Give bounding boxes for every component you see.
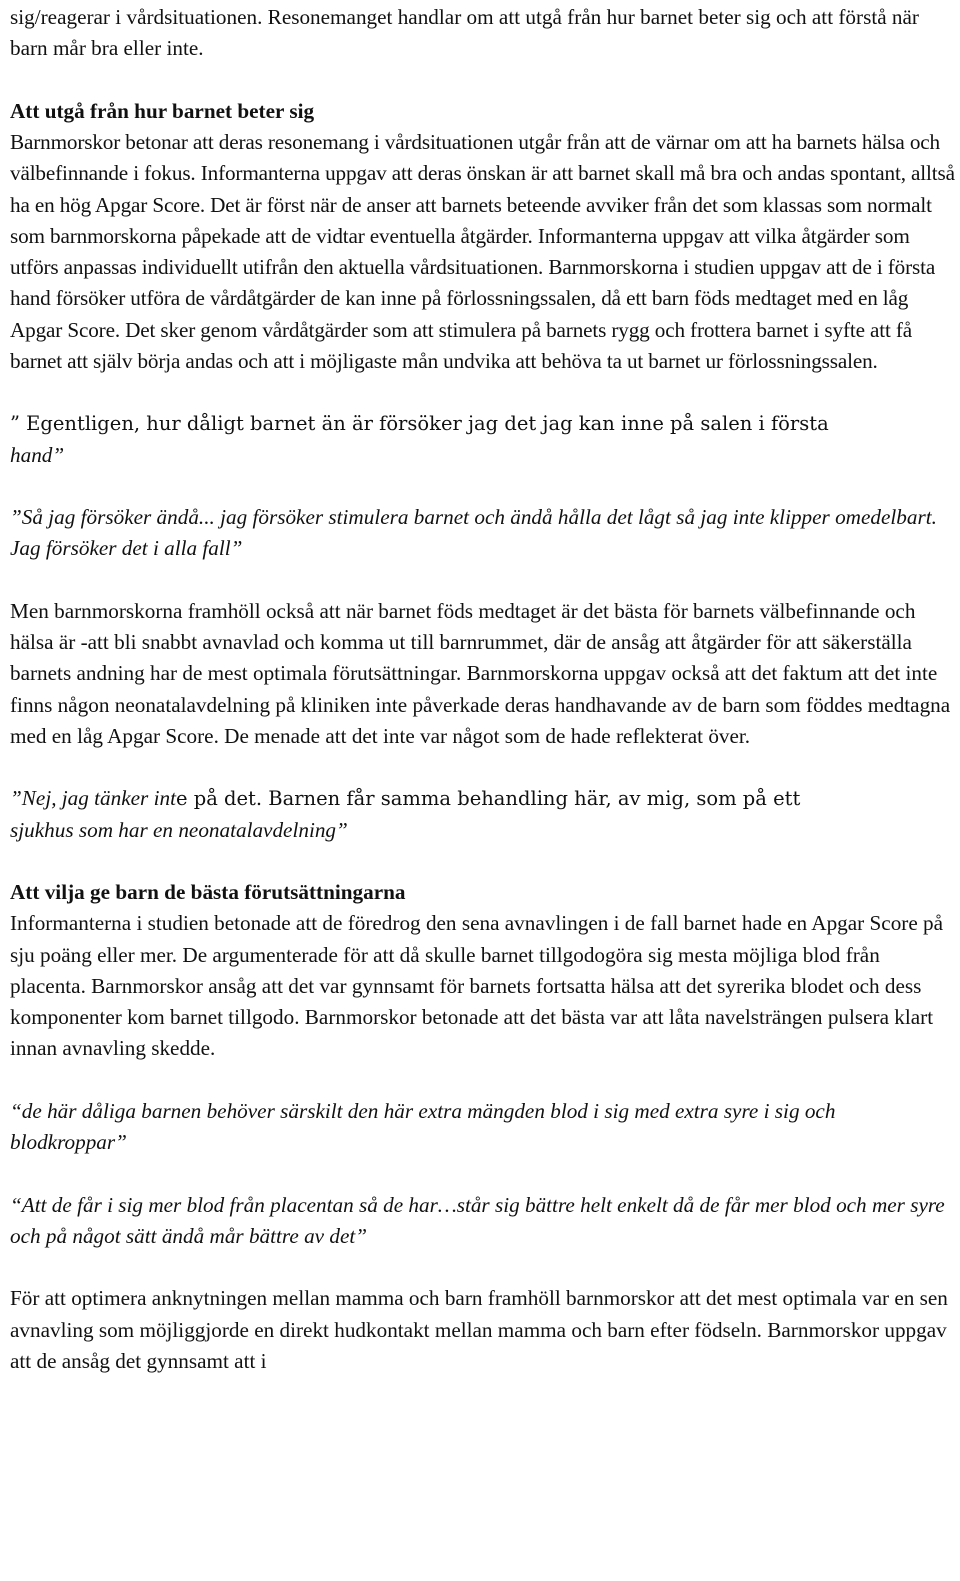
quote-neonatal — [10, 783, 955, 846]
document-page — [10, 2, 955, 1377]
section-heading-best-conditions: Att vilja ge barn de bästa förutsättningarna — [10, 880, 406, 904]
paragraph-behavior: Barnmorskor betonar att deras resonemang i vårdsituationen utgår från att de värnar om att ha barnets hälsa och välbefinnande i fokus. Informanterna uppgav att deras önskan är att barnet skall må bra och andas spontant, alltså ha en hög Apgar Score. Det är först när de anser att barnets beteende avviker från det som klassas som normalt som barnmorskorna påpekade att de vidtar eventuella åtgärder. Informanterna uppgav att vilka åtgärder som utförs anpassas individuellt utifrån den aktuella vårdsituationen. Barnmorskorna i studien uppgav att de i första hand försöker utföra de vårdåtgärder de kan inne på förlossningssalen, då ett barn föds medtaget med en låg Apgar Score. Det sker genom vårdåtgärder som att stimulera på barnets rygg och frottera barnet i syfte att få barnet att själv börja andas och att i möjligaste mån undvika att behöva ta ut barnet ur förlossningssalen. — [10, 130, 955, 373]
quote-neonatal-italic-start: ”Nej, jag tänker int — [10, 786, 176, 811]
quote-neonatal-plain: e på det. Barnen får samma behandling här, av mig, som på ett — [175, 787, 801, 811]
quote-egentligen-line-2: hand” — [10, 442, 65, 467]
quote-egentligen — [10, 408, 955, 471]
quote-neonatal-italic-end: sjukhus som har en neonatalavdelning” — [10, 817, 348, 842]
intro-paragraph: sig/reagerar i vårdsituationen. Resonemanget handlar om att utgå från hur barnet beter sig och att förstå när barn mår bra eller inte. — [10, 5, 919, 61]
quote-placentan: “Att de får i sig mer blod från placentan så de har…står sig bättre helt enkelt då de får mer blod och mer syre och på något sätt ändå mår bättre av det” — [10, 1192, 945, 1248]
quote-extra-blod: “de här dåliga barnen behöver särskilt den här extra mängden blod i sig med extra syre i sig och blodkroppar” — [10, 1098, 836, 1154]
quote-egentligen-line-1: ” Egentligen, hur dåligt barnet än är försöker jag det jag kan inne på salen i första — [10, 412, 829, 436]
paragraph-attachment: För att optimera anknytningen mellan mamma och barn framhöll barnmorskor att det mest optimala var en sen avnavling som möjliggjorde en direkt hudkontakt mellan mamma och barn efter födseln. Barnmorskor uppgav att de ansåg det gynnsamt att i — [10, 1286, 948, 1373]
paragraph-late-cord-clamping: Informanterna i studien betonade att de föredrog den sena avnavlingen i de fall barnet hade en Apgar Score på sju poäng eller mer. De argumenterade för att då skulle barnet tillgodogöra sig mesta möjliga blod från placenta. Barnmorskor ansåg att det var gynnsamt för barnets fortsatta hälsa att det syrerika blodet och dess komponenter kom barnet tillgodo. Barnmorskor betonade att det bästa var att låta navelsträngen pulsera klart innan avnavling skedde. — [10, 911, 944, 1061]
paragraph-avnavlad: Men barnmorskorna framhöll också att när barnet föds medtaget är det bästa för barnets välbefinnande och hälsa är -att bli snabbt avnavlad och komma ut till barnrummet, där de ansåg att åtgärder för att säkerställa barnets andning har de mest optimala förutsättningar. Barnmorskorna uppgav också att det faktum att det inte finns någon neonatalavdelning på kliniken inte påverkade deras handhavande av de barn som föddes medtagna med en låg Apgar Score. De menade att det inte var något som de hade reflekterat över. — [10, 598, 951, 748]
section-heading-behavior: Att utgå från hur barnet beter sig — [10, 98, 315, 123]
quote-stimulera: ”Så jag försöker ändå... jag försöker stimulera barnet och ändå hålla det lågt så jag inte klipper omedelbart. Jag försöker det i alla fall” — [10, 505, 937, 561]
